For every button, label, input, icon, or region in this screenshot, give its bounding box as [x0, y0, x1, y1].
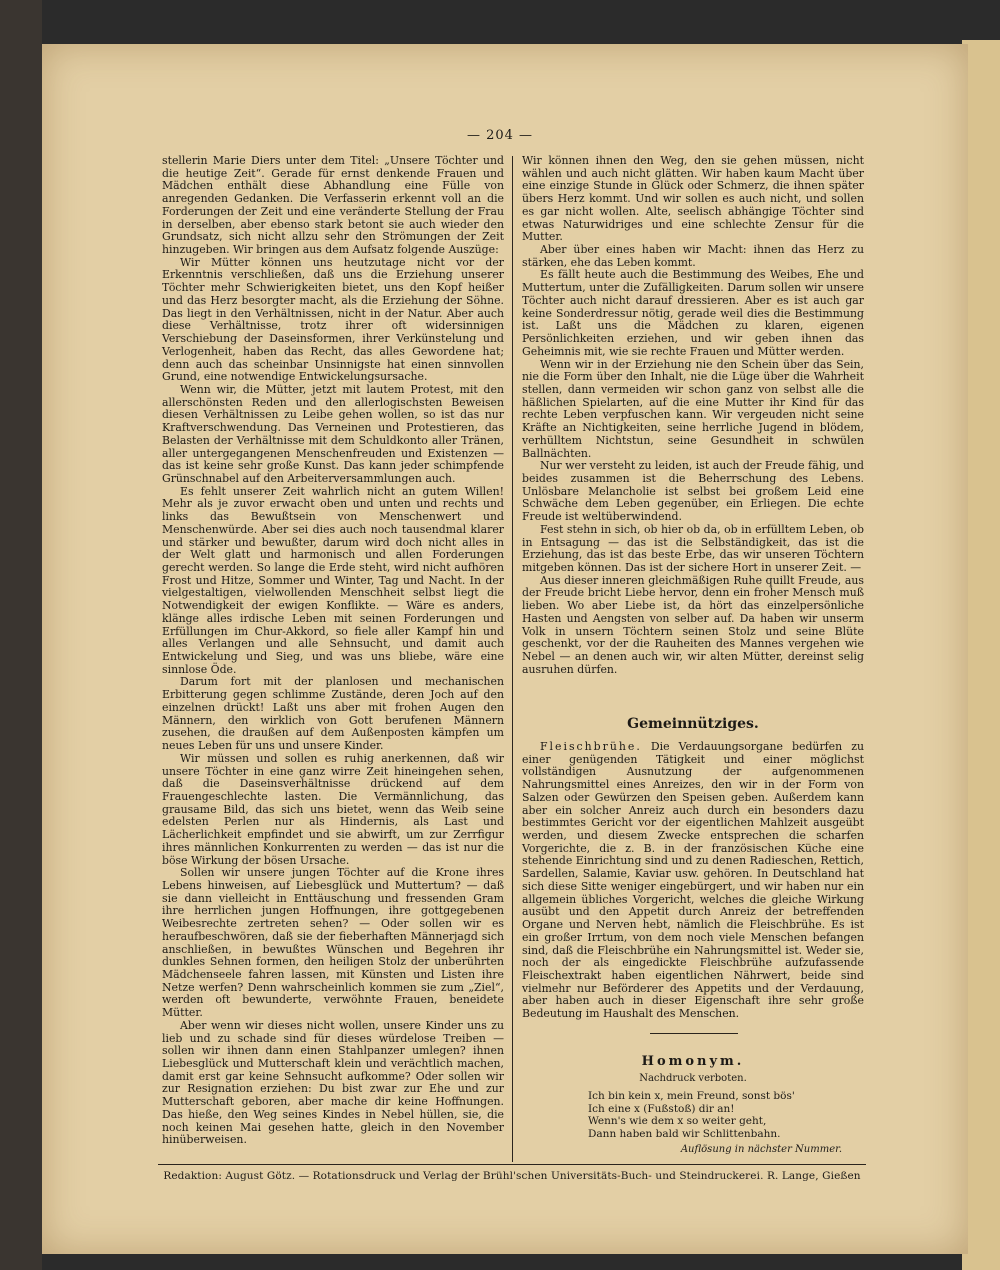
imprint-footer: Redaktion: August Götz. — Rotationsdruck und Verlag der Brühl'schen Universitäts-Buch- und Steindruckerei. R. Lange, Gießen [163, 1170, 861, 1182]
section-body [522, 741, 864, 1021]
paragraph: Es fehlt unserer Zeit wahrlich nicht an gutem Willen! Mehr als je zuvor erwacht oben und unten und rechts und links das Bewußtsein von Menschenwert und Menschenwürde. Aber sei dies auch noch tausendmal klarer und stärker und bewußter, darum wird doch nicht alles in der Welt glatt und harmonisch und allen Forderungen gerecht werden. So lange die Erde steht, wird nicht aufhören Frost und Hitze, Sommer und Winter, Tag und Nacht. In der vielgestaltigen, vielwollenden Menschheit selbst liegt die Notwendigkeit der ewigen Konflikte. — Wäre es anders, klänge alles irdische Leben mit seinen Forderungen und Erfüllungen im Chur-Akkord, so fiele aller Kampf hin und alles Verlangen und alle Sehnsucht, und damit auch Entwickelung und Sieg, und was uns bliebe, wäre eine sinnlose Öde. [162, 484, 504, 676]
poem-title: Homonym. [641, 1054, 745, 1069]
paragraph: Darum fort mit der planlosen und mechanischen Erbitterung gegen schlimme Zustände, deren Joch auf den einzelnen drückt! Laßt uns aber mit frohen Augen den Männern, den wirklich von Gott berufenen Männern zusehen, die draußen auf dem Außenposten kämpfen um neues Leben für uns und unsere Kinder. [162, 675, 504, 753]
poem-line: Wenn's wie dem x so weiter geht, [588, 1115, 767, 1127]
separator-rule [650, 1033, 738, 1034]
page-number: — 204 — [466, 128, 534, 143]
poem-line: Dann haben bald wir Schlittenbahn. [588, 1127, 781, 1140]
paragraph: Sollen wir unsere jungen Töchter auf die Krone ihres Lebens hinweisen, auf Liebesglück und Muttertum? — daß sie dann vielleicht in Enttäuschung und fressenden Gram ihre herrlichen jungen Hoffnungen, ihre gottgegebenen Weibesrechte zertreten sehen? — Oder sollen wir es heraufbeschwören, daß sie der fieberhaften Männerjagd sich anschließen, in bewußtes Wünschen und Begehren ihr dunkles Sehnen formen, den heiligen Stolz der unberührten Mädchenseele fahren lassen, mit Künsten und Listen ihre Netze werfen? Denn wahrscheinlich kommen sie zum „Ziel“, werden oft bewunderte, verwöhnte Frauen, beneidete Mütter. [162, 866, 504, 1020]
paragraph: Wir müssen und sollen es ruhig anerkennen, daß wir unsere Töchter in eine ganz wirre Zeit hineingehen sehen, daß die Daseinsverhältnisse drückend auf dem Frauengeschlechte lasten. Die Vermännlichung, das grausame Bild, das sich uns bietet, wenn das Weib seine edelsten Perlen nur als Hindernis, als Last und Lächerlichkeit empfindet und sie abwirft, um zur Zerrfigur ihres männlichen Konkurrenten zu werden — das ist nur die böse Wirkung der bösen Ursache. [162, 751, 504, 867]
paragraph: Wenn wir, die Mütter, jetzt mit lautem Protest, mit den allerschönsten Reden und den allerlogischsten Beweisen diesen Verhältnissen zu Leibe gehen wollen, so ist das nur Kraftverschwendung. Das Verneinen und Protestieren, das Belasten der Verhältnisse mit dem Schuldkonto aller Tränen, aller untergegangenen Menschenfreuden und Existenzen — das ist keine sehr große Kunst. Das kann jeder schimpfende Grünschnabel auf den Arbeiterversammlungen auch. [162, 382, 504, 485]
paragraph: Es fällt heute auch die Bestimmung des Weibes, Ehe und Muttertum, unter die Zufälligkeiten. Darum sollen wir unsere Töchter auch nicht darauf dressieren. Aber es ist auch gar keine Sonderdressur nötig, gerade weil dies die Bestimmung ist. Laßt uns die Mädchen zu klaren, eigenen Persönlichkeiten erziehen, und wir geben ihnen das Geheimnis mit, wie sie rechte Frauen und Mütter werden. [522, 268, 864, 358]
poem [588, 1090, 848, 1140]
section-text: Die Verdauungsorgane bedürfen zu einer genügenden Tätigkeit und einer möglichst vollständigen Ausnutzung der aufgenommenen Nahrungsmittel eines Anreizes, den wir in der Form von Salzen oder Gewürzen den Speisen geben. Außerdem kann aber ein solcher Anreiz auch durch ein besonders dazu bestimmtes Gericht vor der eigentlichen Mahlzeit ausgeübt werden, und diesem Zwecke entsprechen die scharfen Vorgerichte, die z. B. in der französischen Küche eine stehende Einrichtung sind und zu denen Radieschen, Rettich, Sardellen, Salamie, Kaviar usw. gehören. In Deutschland hat sich diese Sitte weniger eingebürgert, und wir haben nur ein allgemein übliches Vorgericht, welches die gleiche Wirkung ausübt und den Appetit durch Anreiz der betreffenden Organe und Nerven hebt, nämlich die Fleischbrühe. Es ist ein großer Irrtum, von dem noch viele Menschen befangen sind, daß die Fleischbrühe ein Nahrungsmittel ist. Weder sie, noch der als eingedickte Fleischbrühe aufzufassende Fleischextrakt haben eigentlichen Nährwert, beide sind vielmehr nur Beförderer des Appetits und der Verdauung, aber haben auch in dieser Eigenschaft ihre sehr große Bedeutung im Haushalt des Menschen. [522, 740, 864, 1021]
poem-line: Ich bin kein x, mein Freund, sonst bös' [588, 1090, 795, 1102]
paragraph: Aber wenn wir dieses nicht wollen, unsere Kinder uns zu lieb und zu schade sind für dieses würdelose Treiben — sollen wir ihnen dann einen Stahlpanzer umlegen? ihnen Liebesglück und Mutterschaft klein und verächtlich machen, damit erst gar keine Sehnsucht aufkomme? Oder sollen wir zur Resignation erziehen: Du bist zwar zur Ehe und zur Mutterschaft geboren, aber mache dir keine Hoffnungen. Das hieße, den Weg seines Kindes in Nebel hüllen, sie, die noch keinen Mai gesehen hatte, gleich in den November hinüberweisen. [162, 1018, 504, 1147]
poem-note: Auflösung in nächster Nummer. [680, 1144, 842, 1155]
paragraph: Wir können ihnen den Weg, den sie gehen müssen, nicht wählen und auch nicht glätten. Wir haben kaum Macht über eine einzige Stunde in Glück oder Schmerz, die ihnen später übers Herz kommt. Und wir sollen es auch nicht, und sollen es gar nicht wollen. Alte, seelisch abhängige Töchter sind etwas Naturwidriges und eine schlechte Zensur für die Mutter. [522, 154, 864, 244]
section-lead: Fleischbrühe. [540, 740, 642, 753]
paragraph: Wenn wir in der Erziehung nie den Schein über das Sein, nie die Form über den Inhalt, nie die Lüge über die Wahrheit stellen, dann vermeiden wir schon ganz von selbst alle die häßlichen Spielarten, auf die eine Mutter ihr Kind für das rechte Leben verpfuschen kann. Wir vergeuden nicht seine Kräfte an Nichtigkeiten, seine herrliche Jugend in blödem, verhülltem Nichtstun, seine Gesundheit in schwülen Ballnächten. [522, 357, 864, 460]
left-column [162, 155, 504, 1147]
footer-rule [158, 1164, 866, 1165]
paragraph: Nur wer versteht zu leiden, ist auch der Freude fähig, und beides zusammen ist die Beherrschung des Lebens. Unlösbare Melancholie ist selbst bei großem Leid eine Schwäche dem Leben gegenüber, ein Erliegen. Die echte Freude ist weltüberwindend. [522, 459, 864, 524]
paragraph: stellerin Marie Diers unter dem Titel: „Unsere Töchter und die heutige Zeit“. Gerade für ernst denkende Frauen und Mädchen enthält diese Abhandlung eine Fülle von anregenden Gedanken. Die Verfasserin erkennt voll an die Forderungen der Zeit und eine veränderte Stellung der Frau in derselben, aber ebenso stark betont sie auch wieder den Grundsatz, sich nicht allzu sehr den Strömungen der Zeit hinzugeben. Wir bringen aus dem Aufsatz folgende Auszüge: [162, 154, 504, 257]
section-heading: Gemeinnütziges. [627, 716, 759, 732]
paragraph: Wir Mütter können uns heutzutage nicht vor der Erkenntnis verschließen, daß uns die Erziehung unserer Töchter mehr Schwierigkeiten bietet, uns den Kopf heißer und das Herz besorgter macht, als die Erziehung der Söhne. Das liegt in den Verhältnissen, nicht in der Natur. Aber auch diese Verhältnisse, trotz ihrer oft widersinnigen Verschiebung der Daseinsformen, ihrer Verkünstelung und Verlogenheit, haben das Recht, das alles Gewordene hat; denn auch das scheinbar Unsinnigste hat einen sinnvollen Grund, eine notwendige Entwickelungsursache. [162, 255, 504, 384]
paragraph: Aus dieser inneren gleichmäßigen Ruhe quillt Freude, aus der Freude bricht Liebe hervor, denn ein froher Mensch muß lieben. Wo aber Liebe ist, da hört das einzelpersönliche Hasten und Aengsten von selber auf. Da haben wir unserm Volk in unsern Töchtern seinen Stolz und seine Blüte geschenkt, vor der die Rauheiten des Mannes vergehen wie Nebel — an denen auch wir, wir alten Mütter, dereinst selig ausruhen dürfen. [522, 573, 864, 676]
paragraph: Fest stehn in sich, ob hier ob da, ob in erfülltem Leben, ob in Entsagung — das ist die Selbständigkeit, das ist die Erziehung, das ist das beste Erbe, das wir unseren Töchtern mitgeben können. Das ist der sichere Hort in unserer Zeit. — [522, 522, 864, 574]
paragraph: Aber über eines haben wir Macht: ihnen das Herz zu stärken, ehe das Leben kommt. [522, 243, 864, 269]
scan-background [0, 0, 42, 1270]
poem-line: Ich eine x (Fußstoß) dir an! [588, 1102, 735, 1115]
right-column [522, 155, 864, 676]
poem-subtitle: Nachdruck verboten. [639, 1073, 747, 1084]
column-divider [512, 156, 513, 1162]
